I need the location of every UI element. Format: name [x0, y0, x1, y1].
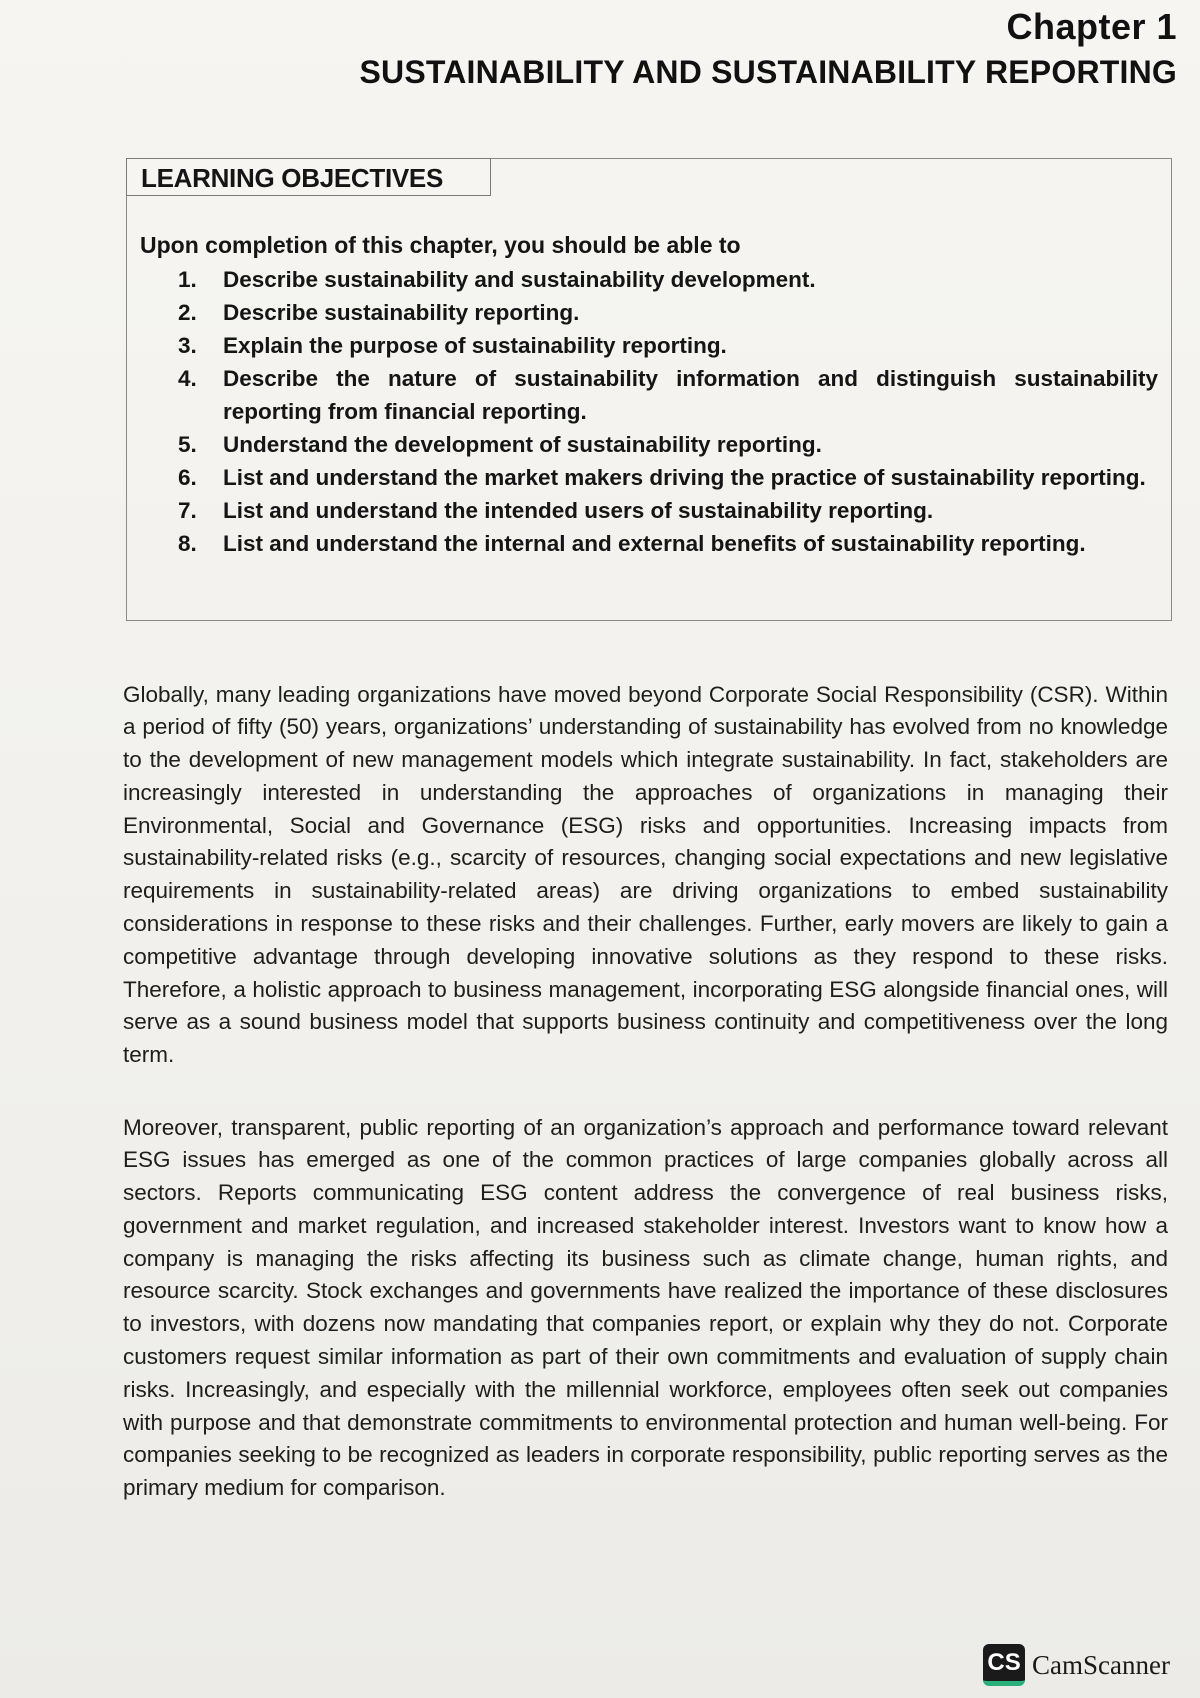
camscanner-logo-icon: CS: [983, 1644, 1025, 1686]
objective-item: [140, 329, 1158, 362]
chapter-title: SUSTAINABILITY AND SUSTAINABILITY REPORTING: [359, 54, 1177, 90]
objective-item: [140, 296, 1158, 329]
chapter-number: Chapter 1: [1006, 6, 1177, 47]
objective-item: [140, 527, 1158, 560]
objective-text: List and understand the intended users of sustainability reporting.: [223, 498, 934, 523]
objectives-intro: Upon completion of this chapter, you should be able to: [140, 232, 741, 258]
objective-text: List and understand the market makers driving the practice of sustainability reporting.: [223, 465, 1146, 490]
objective-item: [140, 461, 1158, 494]
objective-text: List and understand the internal and external benefits of sustainability reporting.: [223, 531, 1086, 556]
objective-number: 3.: [178, 333, 197, 358]
camscanner-watermark: [983, 1644, 1170, 1686]
objective-item: [140, 428, 1158, 461]
objectives-box-top-border: [490, 158, 1172, 159]
body-paragraph-1: Globally, many leading organizations have moved beyond Corporate Social Responsibility (CSR). Within a period of fifty (50) years, organizations’ understanding of sustainability has evolved from no knowledge to the development of new management models which integrate sustainability. In fact, stakeholders are increasingly interested in understanding the approaches of organizations in managing their Environmental, Social and Governance (ESG) risks and opportunities. Increasing impacts from sustainability-related risks (e.g., scarcity of resources, changing social expectations and new legislative requirements in sustainability-related areas) are driving organizations to embed sustainability considerations in response to these risks and their challenges. Further, early movers are likely to gain a competitive advantage through developing innovative solutions as they respond to these risks. Therefore, a holistic approach to business management, incorporating ESG alongside financial ones, will serve as a sound business model that supports business continuity and competitiveness over the long term.: [123, 681, 1168, 1068]
objective-number: 5.: [178, 432, 197, 457]
objective-number: 8.: [178, 531, 197, 556]
objectives-heading-box: [126, 158, 491, 196]
objective-number: 7.: [178, 498, 197, 523]
camscanner-text: CamScanner: [1032, 1649, 1170, 1680]
objective-item: [140, 362, 1158, 428]
objective-text: Describe sustainability reporting.: [223, 300, 580, 325]
objective-number: 2.: [178, 300, 197, 325]
objective-number: 4.: [178, 366, 197, 391]
objectives-list: [140, 263, 1158, 560]
objective-text: Describe the nature of sustainability information and distinguish sustainability reporting from financial reporting.: [223, 366, 1158, 424]
body-paragraph-2: Moreover, transparent, public reporting of an organization’s approach and performance toward relevant ESG issues has emerged as one of the common practices of large companies globally across all sectors. Reports communicating ESG content address the convergence of real business risks, government and market regulation, and increased stakeholder interest. Investors want to know how a company is managing the risks affecting its business such as climate change, human rights, and resource scarcity. Stock exchanges and governments have realized the importance of these disclosures to investors, with dozens now mandating that companies report, or explain why they do not. Corporate customers request similar information as part of their own commitments and evaluation of supply chain risks. Increasingly, and especially with the millennial workforce, employees often seek out companies with purpose and that demonstrate commitments to environmental protection and human well-being. For companies seeking to be recognized as leaders in corporate responsibility, public reporting serves as the primary medium for comparison.: [123, 1114, 1168, 1501]
objectives-heading: LEARNING OBJECTIVES: [141, 163, 444, 193]
objective-text: Explain the purpose of sustainability reporting.: [223, 333, 727, 358]
objective-text: Understand the development of sustainability reporting.: [223, 432, 822, 457]
objective-text: Describe sustainability and sustainability development.: [223, 267, 816, 292]
objective-number: 6.: [178, 465, 197, 490]
objective-item: [140, 263, 1158, 296]
objective-item: [140, 494, 1158, 527]
objective-number: 1.: [178, 267, 197, 292]
